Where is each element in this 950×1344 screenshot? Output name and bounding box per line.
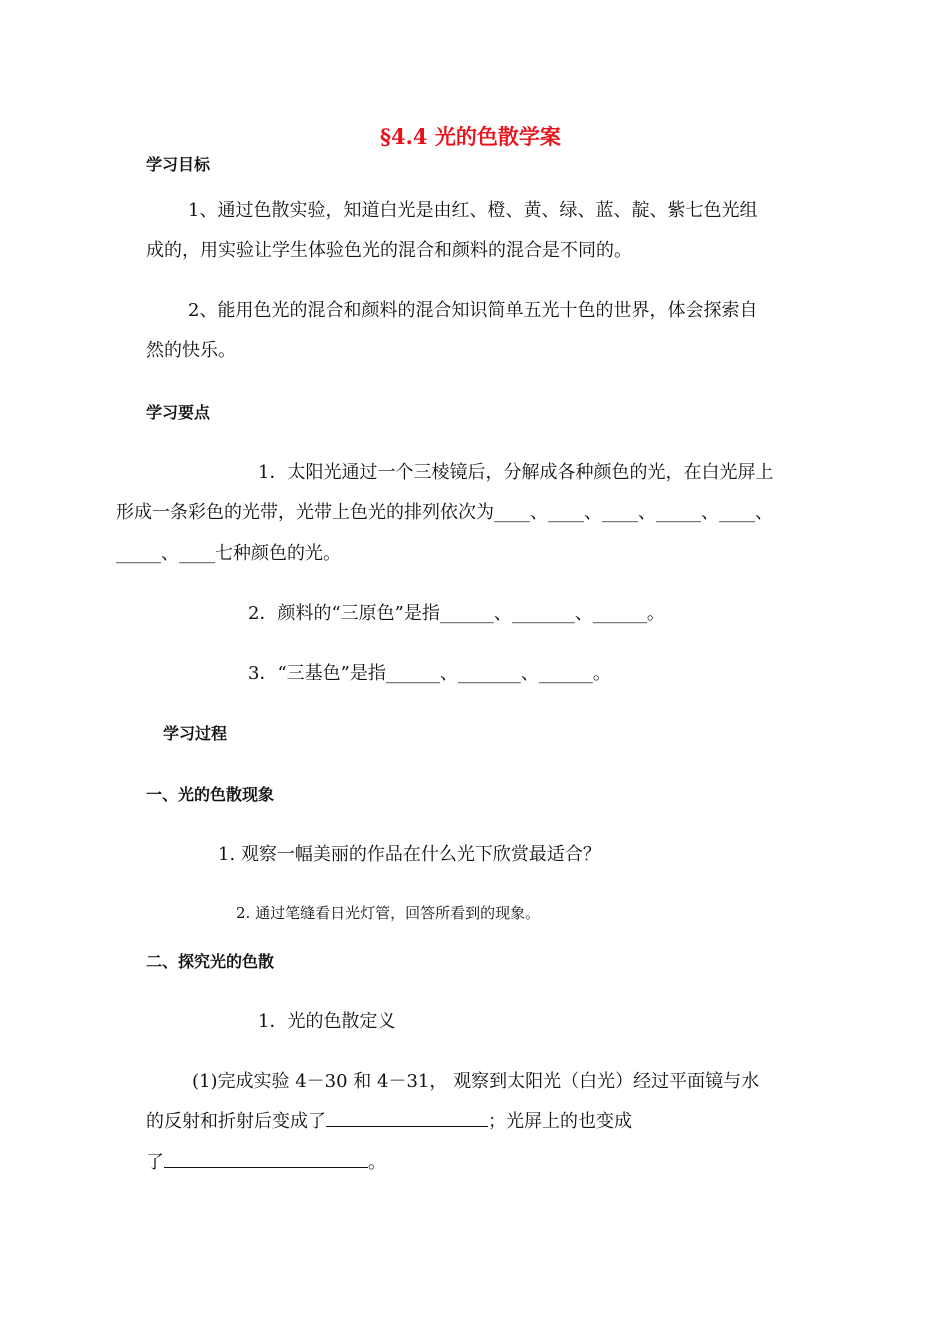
section-2-heading: 二、探究光的色散 [146, 952, 275, 971]
answer-blank-2[interactable] [164, 1150, 368, 1168]
key-points-heading: 学习要点 [146, 403, 211, 422]
experiment-line-1: (1)完成实验 4－30 和 4－31， 观察到太阳光（白光）经过平面镜与水 [192, 1071, 760, 1092]
experiment-line-2-tail: ；光屏上的也变成 [488, 1111, 632, 1132]
key-point-1-line-1: 1．太阳光通过一个三棱镜后，分解成各种颜色的光，在白光屏上 [258, 462, 774, 483]
objectives-heading: 学习目标 [146, 155, 211, 174]
key-point-1-line-2: 形成一条彩色的光带，光带上色光的排列依次为____、____、____、_____、____、 [116, 502, 773, 523]
key-point-3: 3．“三基色”是指______、_______、______。 [248, 663, 611, 684]
experiment-line-3 [146, 1150, 386, 1176]
section-1-heading: 一、光的色散现象 [146, 785, 275, 804]
key-point-2: 2．颜料的“三原色”是指______、_______、______。 [248, 603, 665, 624]
section-1-question-1: 1. 观察一幅美丽的作品在什么光下欣赏最适合？ [218, 844, 601, 865]
section-2-subheading: 1．光的色散定义 [258, 1011, 396, 1032]
objective-2-line-2: 然的快乐。 [146, 340, 236, 361]
objective-1-line-1: 1、通过色散实验，知道白光是由红、橙、黄、绿、蓝、靛、紫七色光组 [188, 200, 758, 221]
process-heading: 学习过程 [163, 724, 228, 743]
experiment-line-3-tail: 。 [368, 1152, 386, 1173]
experiment-line-2-text: 的反射和折射后变成了 [146, 1111, 326, 1132]
section-1-question-2: 2. 通过笔缝看日光灯管，回答所看到的现象。 [236, 904, 541, 922]
experiment-line-2 [146, 1109, 632, 1135]
page-title: §4.4 光的色散学案 [380, 124, 561, 149]
objective-1-line-2: 成的，用实验让学生体验色光的混合和颜料的混合是不同的。 [146, 240, 632, 261]
objective-2-line-1: 2、能用色光的混合和颜料的混合知识简单五光十色的世界，体会探索自 [188, 300, 758, 321]
experiment-line-3-text: 了 [146, 1152, 164, 1173]
key-point-1-line-3: _____、____七种颜色的光。 [116, 543, 341, 564]
answer-blank-1[interactable] [326, 1109, 488, 1127]
